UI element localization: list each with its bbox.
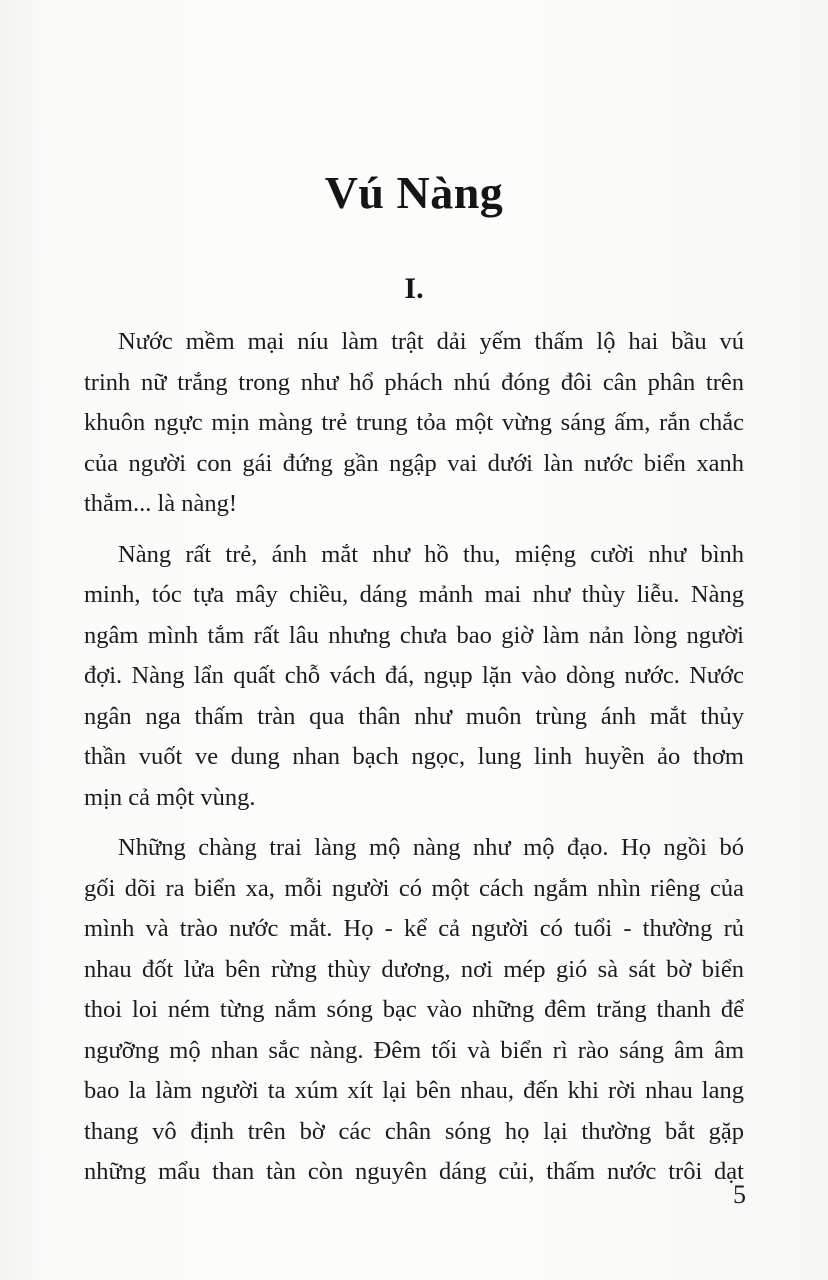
paragraph-3	[84, 828, 744, 1193]
text-line: trinh nữ trắng trong như hổ phách nhú đóng đôi cân phân trên	[84, 368, 744, 396]
text-line: thoi loi ném từng nắm sóng bạc vào những đêm trăng thanh để	[84, 996, 744, 1023]
chapter-heading: I.	[404, 272, 424, 305]
text-line: đợi. Nàng lẩn quất chỗ vách đá, ngụp lặn vào dòng nước. Nước	[84, 662, 744, 689]
text-line: ngân nga thấm tràn qua thân như muôn trùng ánh mắt thủy	[84, 702, 744, 730]
text-line: khuôn ngực mịn màng trẻ trung tỏa một vừng sáng ấm, rắn chắc	[84, 409, 744, 436]
paragraph-2	[84, 535, 744, 819]
text-line: Nàng rất trẻ, ánh mắt như hồ thu, miệng cười như bình	[118, 540, 744, 568]
text-line: những mẩu than tàn còn nguyên dáng củi, thấm nước trôi dạt	[84, 1158, 744, 1185]
text-line: thần vuốt ve dung nhan bạch ngọc, lung linh huyền ảo thơm	[84, 743, 744, 770]
text-line: Những chàng trai làng mộ nàng như mộ đạo. Họ ngồi bó	[118, 834, 744, 861]
text-line: Nước mềm mại níu làm trật dải yếm thấm lộ hai bầu vú	[118, 328, 744, 355]
text-line: ngưỡng mộ nhan sắc nàng. Đêm tối và biển rì rào sáng âm âm	[84, 1036, 744, 1064]
text-line: mịn cả một vùng.	[84, 783, 256, 811]
page-number: 5	[733, 1180, 746, 1209]
text-line: bao la làm người ta xúm xít lại bên nhau, đến khi rời nhau lang	[84, 1077, 744, 1104]
text-line: thang vô định trên bờ các chân sóng họ lại thường bắt gặp	[84, 1117, 744, 1145]
text-line: của người con gái đứng gần ngập vai dưới làn nước biển xanh	[84, 449, 744, 477]
text-line: gối dõi ra biển xa, mỗi người có một cách ngắm nhìn riêng của	[84, 874, 744, 902]
text-line: ngâm mình tắm rất lâu nhưng chưa bao giờ làm nản lòng người	[84, 621, 744, 649]
text-line: nhau đốt lửa bên rừng thùy dương, nơi mép gió sà sát bờ biển	[84, 955, 744, 983]
text-line: minh, tóc tựa mây chiều, dáng mảnh mai như thùy liễu. Nàng	[84, 581, 744, 608]
body-text	[84, 322, 744, 1203]
text-line: mình và trào nước mắt. Họ - kể cả người có tuổi - thường rủ	[84, 915, 744, 942]
text-line: thẳm... là nàng!	[84, 490, 238, 517]
paragraph-1	[84, 322, 744, 525]
page-title: Vú Nàng	[324, 167, 504, 218]
